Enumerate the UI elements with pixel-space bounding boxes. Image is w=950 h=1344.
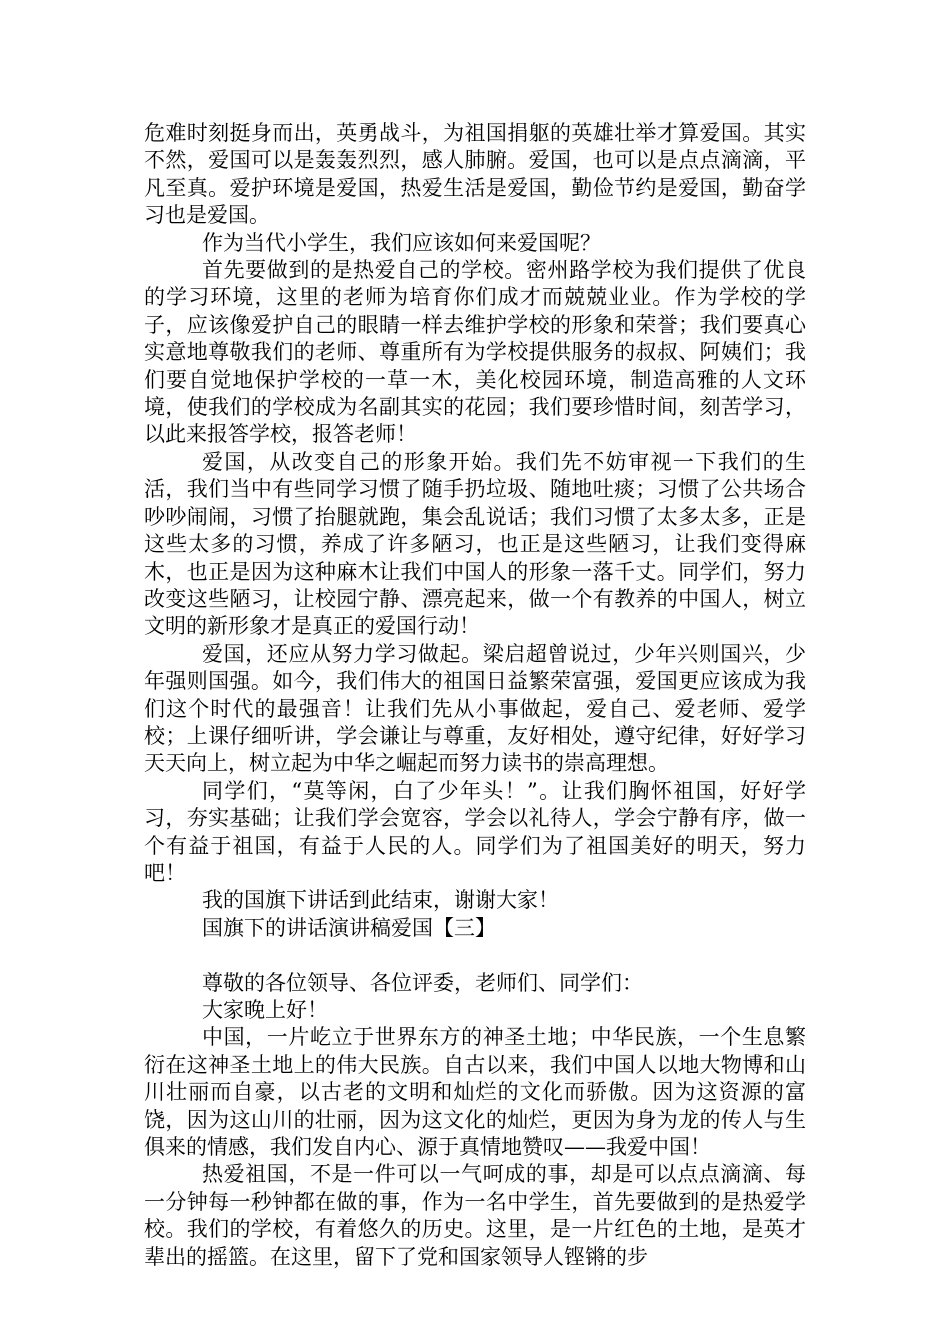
- document-body: [144, 120, 806, 1271]
- blank-line: [144, 942, 806, 969]
- paragraph: 同学们，“莫等闲，白了少年头！”。让我们胸怀祖国，好好学习，夯实基础；让我们学会宽容，学会以礼待人，学会宁静有序，做一个有益于祖国，有益于人民的人。同学们为了祖国美好的明天，努力吧！: [144, 778, 806, 885]
- closing-line: 我的国旗下讲话到此结束，谢谢大家！: [202, 888, 559, 913]
- section-heading: 国旗下的讲话演讲稿爱国【三】: [202, 915, 496, 940]
- paragraph: 首先要做到的是热爱自己的学校。密州路学校为我们提供了优良的学习环境，这里的老师为培育你们成才而兢兢业业。作为学校的学子，应该像爱护自己的眼睛一样去维护学校的形象和荣誉；我们要真心实意地尊敬我们的老师、尊重所有为学校提供服务的叔叔、阿姨们；我们要自觉地保护学校的一草一木，美化校园环境，制造高雅的人文环境，使我们的学校成为名副其实的花园；我们要珍惜时间，刻苦学习，以此来报答学校，报答老师！: [144, 258, 806, 447]
- paragraph: 作为当代小学生，我们应该如何来爱国呢？: [202, 230, 601, 255]
- paragraph: 中国，一片屹立于世界东方的神圣土地；中华民族，一个生息繁衍在这神圣土地上的伟大民族。自古以来，我们中国人以地大物博和山川壮丽而自豪，以古老的文明和灿烂的文化而骄傲。因为这资源的富饶，因为这山川的壮丽，因为这文化的灿烂，更因为身为龙的传人与生俱来的情感，我们发自内心、源于真情地赞叹——我爱中国！: [144, 1025, 806, 1160]
- greeting: 大家晚上好！: [202, 997, 328, 1022]
- paragraph: 危难时刻挺身而出，英勇战斗，为祖国捐躯的英雄壮举才算爱国。其实不然，爱国可以是轰轰烈烈，感人肺腑。爱国，也可以是点点滴滴，平凡至真。爱护环境是爱国，热爱生活是爱国，勤俭节约是爱国，勤奋学习也是爱国。: [144, 121, 806, 228]
- paragraph: 热爱祖国，不是一件可以一气呵成的事，却是可以点点滴滴、每一分钟每一秒钟都在做的事，作为一名中学生，首先要做到的是热爱学校。我们的学校，有着悠久的历史。这里，是一片红色的土地，是英才辈出的摇篮。在这里，留下了党和国家领导人铿锵的步: [144, 1162, 806, 1269]
- salutation: 尊敬的各位领导、各位评委，老师们、同学们：: [202, 970, 643, 995]
- paragraph: 爱国，从改变自己的形象开始。我们先不妨审视一下我们的生活，我们当中有些同学习惯了随手扔垃圾、随地吐痰；习惯了公共场合吵吵闹闹，习惯了抬腿就跑，集会乱说话；我们习惯了太多太多，正是这些太多的习惯，养成了许多陋习，也正是这些陋习，让我们变得麻木，也正是因为这种麻木让我们中国人的形象一落千丈。同学们，努力改变这些陋习，让校园宁静、漂亮起来，做一个有教养的中国人，树立文明的新形象才是真正的爱国行动！: [144, 449, 806, 639]
- paragraph: 爱国，还应从努力学习做起。梁启超曾说过，少年兴则国兴，少年强则国强。如今，我们伟大的祖国日益繁荣富强，爱国更应该成为我们这个时代的最强音！让我们先从小事做起，爱自己、爱老师、爱学校；上课仔细听讲，学会谦让与尊重，友好相处，遵守纪律，好好学习天天向上，树立起为中华之崛起而努力读书的崇高理想。: [144, 641, 806, 776]
